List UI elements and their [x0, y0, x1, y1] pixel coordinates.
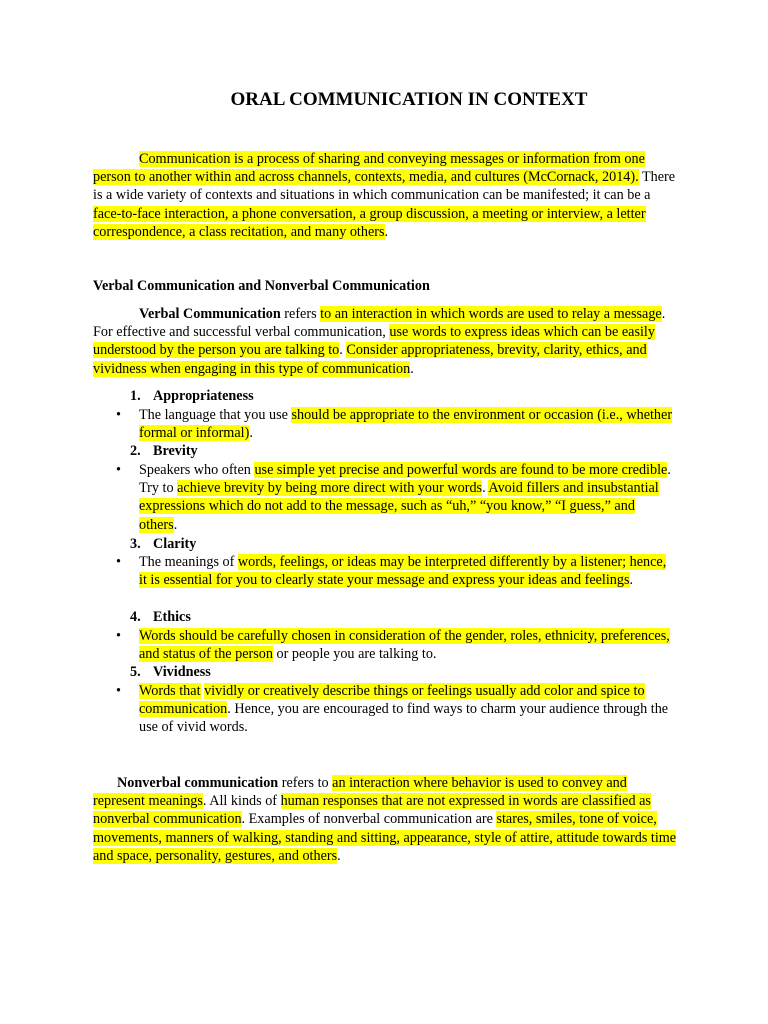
highlight: stares, smiles, tone of voice, movements, manners of walking, standing and sitting, appearance, style of attire, attitude towards time and space, personality, gestures, and others — [93, 811, 677, 864]
numbered-item: 4. Ethics — [130, 609, 191, 625]
section-heading: Verbal Communication and Nonverbal Communication — [93, 278, 430, 294]
bullet-item: • Speakers who often use simple yet precise and powerful words are found to be more credible. Try to achieve brevity by being more direct with your words. Avoid fillers and insubstantial expressions which do not add to the message, such as “uh,” “you know,” “I guess,” and others. — [116, 462, 671, 533]
item-label: Appropriateness — [153, 388, 254, 404]
intro-paragraph: Communication is a process of sharing and conveying messages or information from one person to another within and across channels, contexts, media, and cultures (McCornack, 2014). There is a wide variety of contexts and situations in which communication can be manifested; it can be a face-to-face interaction, a phone conversation, a group discussion, a meeting or interview, a letter correspondence, a class recitation, and many others. — [93, 151, 676, 240]
highlight: vividly or creatively describe things or feelings usually add color and spice to communication — [139, 683, 645, 718]
item-label: Ethics — [153, 609, 191, 625]
highlight: Avoid fillers and insubstantial expressions which do not add to the message, such as “uh,” “you know,” “I guess,” and others — [139, 480, 659, 533]
bullet-icon: • — [116, 554, 121, 570]
bullet-item: • Words should be carefully chosen in consideration of the gender, roles, ethnicity, preferences, and status of the person or people you are talking to. — [116, 628, 670, 663]
item-label: Brevity — [153, 443, 198, 459]
highlight: should be appropriate to the environment or occasion (i.e., whether formal or informal) — [139, 407, 673, 442]
highlight: face-to-face interaction, a phone conversation, a group discussion, a meeting or interview, a letter correspondence, a class recitation, and many others — [93, 205, 646, 240]
verbal-paragraph: Verbal Communication refers to an interaction in which words are used to relay a message. For effective and successful verbal communication, use words to express ideas which can be easily understood by the person you are talking to. Consider appropriateness, brevity, clarity, ethics, and vividness when engaging in this type of communication. — [93, 306, 666, 377]
highlight: an interaction where behavior is used to convey and represent meanings — [93, 775, 627, 810]
page-title: ORAL COMMUNICATION IN CONTEXT — [230, 89, 588, 110]
numbered-item: 5. Vividness — [130, 664, 211, 680]
bullet-icon: • — [116, 407, 121, 423]
numbered-item: 3. Clarity — [130, 536, 197, 552]
numbered-item: 1. Appropriateness — [130, 388, 254, 404]
bullet-item: • The language that you use should be appropriate to the environment or occasion (i.e., whether formal or informal). — [116, 407, 673, 442]
bullet-item: • Words that vividly or creatively describe things or feelings usually add color and spice to communication. Hence, you are encouraged to find ways to charm your audience through the use of vivid words. — [116, 683, 669, 736]
highlight: human responses that are not expressed in words are classified as nonverbal communication — [93, 793, 651, 828]
nonverbal-term: Nonverbal communication — [117, 775, 279, 791]
bullet-item: • The meanings of words, feelings, or ideas may be interpreted differently by a listener; hence, it is essential for you to clearly state your message and express your ideas and feelings. — [116, 554, 667, 589]
verbal-term: Verbal Communication — [139, 306, 281, 322]
highlight: Consider appropriateness, brevity, clarity, ethics, and vividness when engaging in this type of communication — [93, 342, 647, 377]
nonverbal-paragraph: Nonverbal communication refers to an interaction where behavior is used to convey and represent meanings. All kinds of human responses that are not expressed in words are classified as nonverbal communication. Examples of nonverbal communication are stares, smiles, tone of voice, movements, manners of walking, standing and sitting, appearance, style of attire, attitude towards time and space, personality, gestures, and others. — [93, 775, 677, 864]
bullet-icon: • — [116, 462, 121, 478]
highlight: achieve brevity by being more direct with your words — [177, 480, 483, 497]
numbered-item: 2. Brevity — [130, 443, 198, 459]
bullet-icon: • — [116, 683, 121, 699]
item-label: Vividness — [153, 664, 211, 680]
highlight: Words that — [139, 683, 201, 699]
item-label: Clarity — [153, 536, 197, 552]
highlight: to an interaction in which words are used to relay a message — [320, 306, 662, 322]
highlight: use simple yet precise and powerful words are found to be more credible — [254, 462, 668, 478]
highlight: words, feelings, or ideas may be interpreted differently by a listener; hence, it is essential for you to clearly state your message and express your ideas and feelings — [139, 554, 667, 589]
highlight: Words should be carefully chosen in consideration of the gender, roles, ethnicity, preferences, and status of the person — [139, 628, 670, 663]
bullet-icon: • — [116, 628, 121, 644]
highlight: use words to express ideas which can be easily understood by the person you are talking to — [93, 324, 655, 359]
highlight: Communication is a process of sharing and conveying messages or information from one person to another within and across channels, contexts, media, and cultures (McCornack, 2014). — [93, 151, 645, 186]
